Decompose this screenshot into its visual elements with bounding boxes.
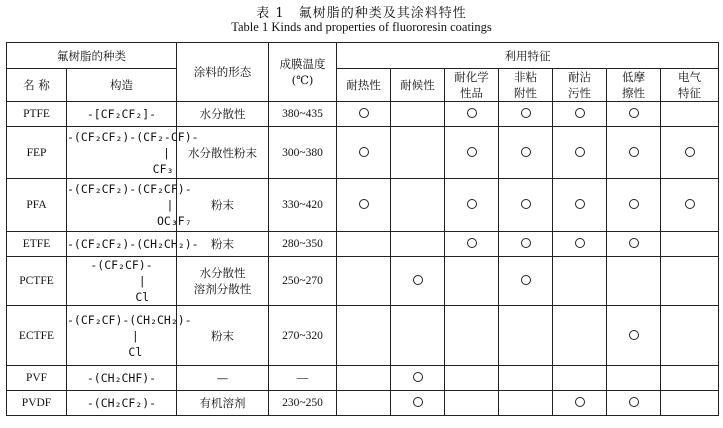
table-row [7,391,719,416]
table-caption-chinese: 表 1 氟树脂的种类及其涂料特性 [256,6,467,21]
structure-line: -(CH₂CHF)- [86,371,157,385]
property-cell [661,127,719,179]
resin-structure [67,391,177,416]
circle-mark-icon [521,275,531,285]
structure-line: Cl [93,290,150,304]
coating-form-line: 粉末 [211,328,234,343]
table-row [7,102,719,127]
property-cell [445,257,499,306]
resin-name: FEP [7,127,67,179]
circle-mark-icon [629,147,639,157]
circle-mark-icon [629,238,639,248]
resin-structure [67,127,199,179]
coating-form [177,366,269,391]
circle-mark-icon [521,108,531,118]
circle-mark-icon [467,238,477,248]
circle-mark-icon [685,199,695,209]
property-cell [391,232,445,257]
resin-name: ETFE [7,232,67,257]
structure-line: -(CF₂CF)- [90,258,153,272]
property-cell [661,391,719,416]
circle-mark-icon [413,372,423,382]
structure-line: | [69,198,174,212]
table-row [7,127,719,179]
circle-mark-icon [575,199,585,209]
structure-line: -(CF₂CF)-(CH₂CH₂)- [67,312,192,327]
property-cell [499,179,553,232]
circle-mark-icon [685,147,695,157]
resin-structure [67,102,177,127]
resin-name: PFA [7,179,67,232]
circle-mark-icon [359,147,369,157]
property-cell [607,366,661,391]
circle-mark-icon [575,108,585,118]
property-cell [337,179,391,232]
property-cell [661,232,719,257]
header-property-3 [499,69,553,102]
property-cell [553,257,607,306]
property-cell [445,391,499,416]
header-property-line: 污性 [568,86,591,100]
fluororesin-table [6,42,719,416]
property-cell [445,232,499,257]
property-cell [661,306,719,366]
film-temperature: 380~435 [269,102,337,127]
property-cell [337,391,391,416]
property-cell [607,391,661,416]
film-temperature: 280~350 [269,232,337,257]
property-cell [499,102,553,127]
header-property-4 [553,69,607,102]
property-cell [445,102,499,127]
resin-structure [67,232,199,257]
circle-mark-icon [467,108,477,118]
property-cell [553,179,607,232]
structure-line: -[CF₂CF₂]- [86,107,157,121]
coating-form-line: 水分散性 [199,107,246,121]
property-cell [553,306,607,366]
property-cell [553,366,607,391]
circle-mark-icon [521,147,531,157]
property-cell [499,257,553,306]
property-cell [337,366,391,391]
coating-form-line: 粉末 [211,198,234,212]
film-temperature: 230~250 [269,391,337,416]
header-temp-line1: 成膜温度 [279,57,326,71]
resin-name: ECTFE [7,306,67,366]
property-cell [337,232,391,257]
film-temperature: 330~420 [269,179,337,232]
resin-structure [67,179,192,232]
property-cell [445,127,499,179]
property-cell [661,257,719,306]
coating-form-line: 粉末 [211,237,234,251]
resin-structure [67,306,192,366]
property-cell [391,306,445,366]
circle-mark-icon [575,238,585,248]
resin-name: PCTFE [7,257,67,306]
table-row [7,179,719,232]
structure-line: OC₃F₇ [67,214,192,228]
property-cell [607,306,661,366]
coating-form [177,391,269,416]
property-cell [445,366,499,391]
structure-line: Cl [100,344,143,359]
header-property-1 [391,69,445,102]
structure-line: -(CF₂CF₂)-(CF₂CF)- [67,182,192,196]
resin-name: PVF [7,366,67,391]
property-cell [553,391,607,416]
structure-line: | [97,274,146,288]
circle-mark-icon [521,238,531,248]
property-cell [553,102,607,127]
property-cell [391,391,445,416]
header-property-5 [607,69,661,102]
circle-mark-icon [467,147,477,157]
property-cell [337,306,391,366]
header-name: 名 称 [7,69,67,102]
circle-mark-icon [413,397,423,407]
structure-line: CF₃ [69,161,174,176]
property-cell [607,102,661,127]
property-cell [391,127,445,179]
property-cell [499,391,553,416]
header-property-line: 耐热性 [346,78,381,92]
table-row [7,306,719,366]
header-structure: 构造 [67,69,177,102]
film-temperature: 300~380 [269,127,337,179]
property-cell [661,102,719,127]
property-cell [607,257,661,306]
table-caption-english: Table 1 Kinds and properties of fluororesin coatings [231,20,492,34]
structure-line: | [104,328,139,343]
header-property-line: 低摩 [622,70,645,84]
property-cell [607,127,661,179]
circle-mark-icon [629,397,639,407]
table-row [7,232,719,257]
resin-name: PTFE [7,102,67,127]
header-property-line: 附性 [514,86,537,100]
property-cell [391,257,445,306]
header-film-temperature [269,43,337,102]
header-property-0 [337,69,391,102]
property-cell [607,179,661,232]
property-cell [337,257,391,306]
property-cell [499,306,553,366]
film-temperature: 250~270 [269,257,337,306]
coating-form-line: — [216,371,229,385]
property-cell [391,179,445,232]
circle-mark-icon [629,330,639,340]
property-cell [499,366,553,391]
coating-form-line: 溶剂分散性 [193,282,252,296]
property-cell [607,232,661,257]
property-cell [499,232,553,257]
property-cell [391,366,445,391]
property-cell [499,127,553,179]
header-coating-form: 涂料的形态 [177,43,269,102]
property-cell [661,179,719,232]
header-property-line: 耐化学 [454,70,489,84]
property-cell [445,179,499,232]
circle-mark-icon [413,275,423,285]
circle-mark-icon [467,199,477,209]
coating-form-line: 水分散性 [199,266,246,280]
header-property-line: 耐沾 [568,70,591,84]
header-resin-kinds: 氟树脂的种类 [7,43,177,69]
property-cell [391,102,445,127]
header-property-line: 擦性 [622,86,645,100]
circle-mark-icon [629,199,639,209]
property-cell [337,102,391,127]
header-property-line: 特征 [678,86,702,100]
resin-structure [67,257,177,306]
coating-form [177,102,269,127]
coating-form-line: 有机溶剂 [199,396,246,410]
circle-mark-icon [521,199,531,209]
property-cell [661,366,719,391]
table-row [7,366,719,391]
property-cell [553,232,607,257]
film-temperature: — [269,366,337,391]
header-usage-properties: 利用特征 [337,43,719,69]
structure-line: -(CH₂CF₂)- [86,396,157,410]
property-cell [445,306,499,366]
circle-mark-icon [359,108,369,118]
table-row [7,257,719,306]
header-property-2 [445,69,499,102]
resin-structure [67,366,177,391]
coating-form-line: 水分散性粉末 [188,145,257,160]
header-property-line: 性品 [460,86,483,100]
property-cell [553,127,607,179]
circle-mark-icon [359,199,369,209]
structure-line: -(CF₂CF₂)-(CH₂CH₂)- [67,237,199,251]
header-property-6 [661,69,719,102]
film-temperature: 270~320 [269,306,337,366]
resin-name: PVDF [7,391,67,416]
structure-line: -(CF₂CF₂)-(CF₂-CF)- [67,129,199,144]
header-property-line: 非粘 [514,70,537,84]
header-property-line: 耐候性 [400,78,435,92]
circle-mark-icon [575,147,585,157]
circle-mark-icon [575,397,585,407]
circle-mark-icon [629,108,639,118]
property-cell [337,127,391,179]
structure-line: | [73,145,170,160]
header-property-line: 电气 [678,70,702,84]
coating-form [177,257,269,306]
header-temp-line2: (℃) [291,73,314,87]
